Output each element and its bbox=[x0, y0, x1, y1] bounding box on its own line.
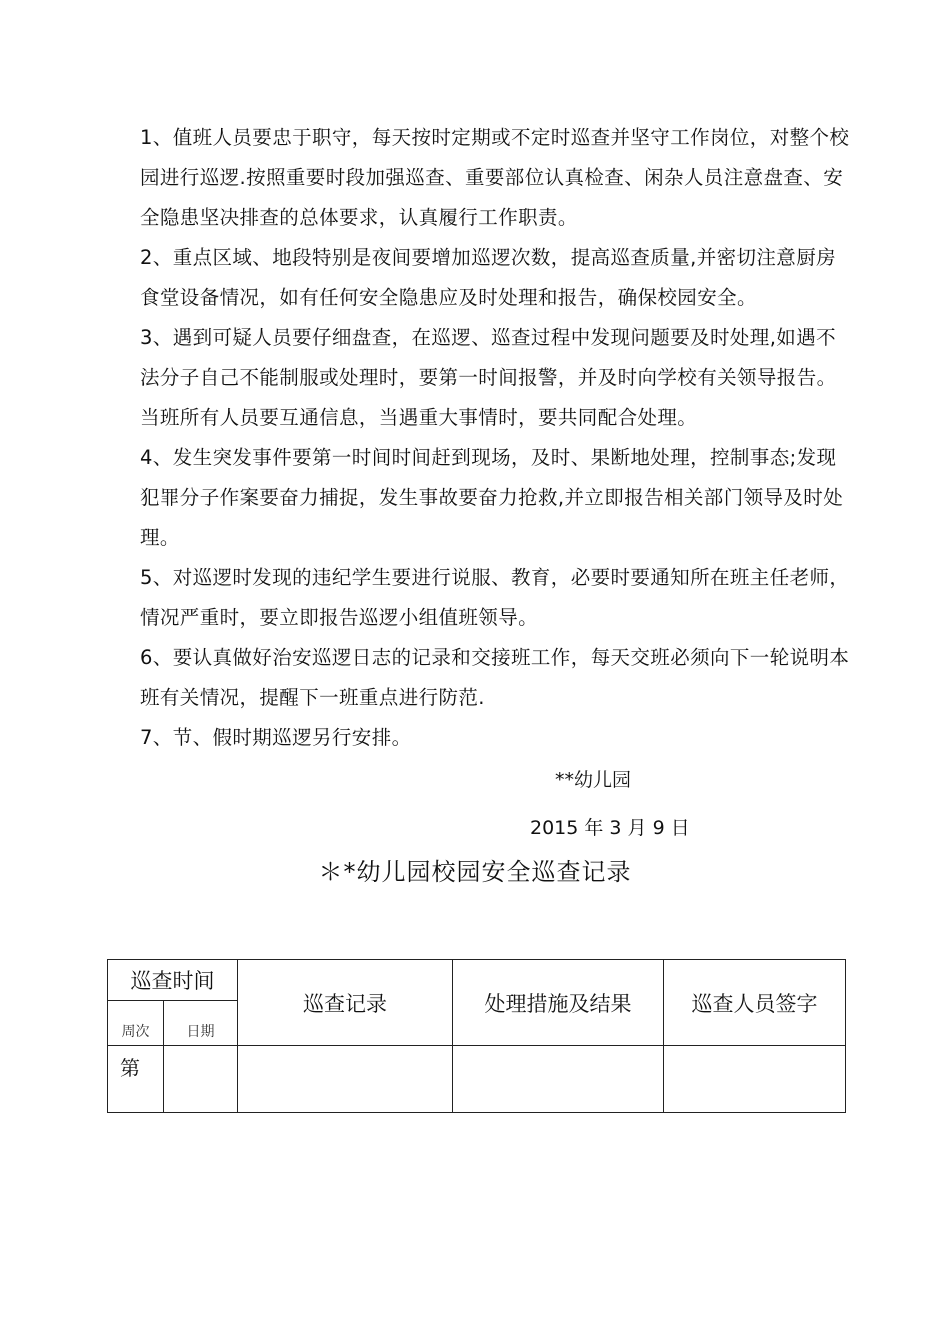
signature-org: **幼儿园 bbox=[555, 769, 632, 791]
rule-paragraph-3: 3、遇到可疑人员要仔细盘查，在巡逻、巡查过程中发现问题要及时处理,如遇不法分子自己不能制服或处理时，要第一时间报警，并及时向学校有关领导报告。当班所有人员要互通信息，当遇重大事情时，要共同配合处理。 bbox=[140, 326, 837, 429]
record-cell[interactable] bbox=[238, 1046, 453, 1113]
date-header: 日期 bbox=[164, 1001, 238, 1046]
week-cell: 第 bbox=[108, 1046, 164, 1113]
patrol-record-table bbox=[107, 959, 846, 1113]
rule-paragraph-6: 6、要认真做好治安巡逻日志的记录和交接班工作，每天交班必须向下一轮说明本班有关情况，提醒下一班重点进行防范. bbox=[140, 646, 850, 709]
patroller-signature-header: 巡查人员签字 bbox=[664, 960, 846, 1046]
patrol-time-header: 巡查时间 bbox=[108, 960, 238, 1001]
table-header-row bbox=[108, 960, 846, 1001]
signature-cell[interactable] bbox=[664, 1046, 846, 1113]
measures-cell[interactable] bbox=[453, 1046, 664, 1113]
patrol-record-header: 巡查记录 bbox=[238, 960, 453, 1046]
measures-result-header: 处理措施及结果 bbox=[453, 960, 664, 1046]
record-title: ＊*幼儿园校园安全巡查记录 bbox=[318, 858, 632, 886]
rule-paragraph-4: 4、发生突发事件要第一时间时间赶到现场，及时、果断地处理，控制事态;发现犯罪分子作案要奋力捕捉，发生事故要奋力抢救,并立即报告相关部门领导及时处理。 bbox=[140, 446, 844, 549]
table-row bbox=[108, 1046, 846, 1113]
rule-paragraph-7: 7、节、假时期巡逻另行安排。 bbox=[140, 726, 412, 749]
rule-paragraph-1: 1、值班人员要忠于职守，每天按时定期或不定时巡查并坚守工作岗位，对整个校园进行巡逻.按照重要时段加强巡查、重要部位认真检查、闲杂人员注意盘查、安全隐患坚决排查的总体要求，认真履行工作职责。 bbox=[140, 126, 850, 229]
date-cell[interactable] bbox=[164, 1046, 238, 1113]
week-header: 周次 bbox=[108, 1001, 164, 1046]
signature-date: 2015 年 3 月 9 日 bbox=[530, 817, 690, 839]
rule-paragraph-2: 2、重点区域、地段特别是夜间要增加巡逻次数，提高巡查质量,并密切注意厨房食堂设备情况，如有任何安全隐患应及时处理和报告，确保校园安全。 bbox=[140, 246, 837, 309]
rule-paragraph-5: 5、对巡逻时发现的违纪学生要进行说服、教育，必要时要通知所在班主任老师，情况严重时，要立即报告巡逻小组值班领导。 bbox=[140, 566, 850, 629]
